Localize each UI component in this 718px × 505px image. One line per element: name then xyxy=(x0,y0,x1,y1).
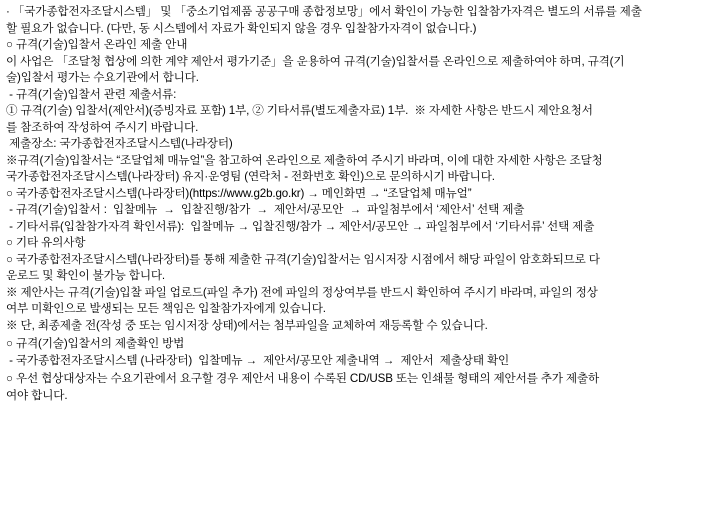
text-line: 이 사업은 「조달청 협상에 의한 계약 제안서 평가기준」을 운용하여 규격(기술)입찰서를 온라인으로 제출하여야 하며, 규격(기 xyxy=(6,54,625,68)
paragraph-block-14 xyxy=(6,318,712,335)
paragraph-block-3 xyxy=(6,54,712,87)
text-line: ○ 규격(기술)입찰서의 제출확인 방법 xyxy=(6,337,185,350)
paragraph-block-17 xyxy=(6,371,712,404)
text-line: ○ 국가종합전자조달시스템(나라장터)를 통해 제출한 규격(기술)입찰서는 임시저장 시점에서 해당 파일이 암호화되므로 다 xyxy=(6,252,600,266)
text-line: - 규격(기술)입찰서 : 입찰메뉴 → 입찰진행/참가 → 제안서/공모안 → 파일첨부에서 ‘제안서’ 선택 제출 xyxy=(6,203,525,216)
text-line: 를 참조하여 작성하여 주시기 바랍니다. xyxy=(6,120,199,134)
text-line: ※규격(기술)입찰서는 “조달업체 매뉴얼”을 참고하여 온라인으로 제출하여 주시기 바라며, 이에 대한 자세한 사항은 조달청 xyxy=(6,153,603,167)
text-line: ○ 우선 협상대상자는 수요기관에서 요구할 경우 제안서 내용이 수록된 CD/USB 또는 인쇄물 형태의 제안서를 추가 제출하 xyxy=(6,372,600,385)
text-line: 국가종합전자조달시스템(나라장터) 유지·운영팀 (연락처 - 전화번호 확인)으로 문의하시기 바랍니다. xyxy=(6,170,495,183)
text-line: 할 필요가 없습니다. (다만, 동 시스템에서 자료가 확인되지 않을 경우 입찰참가자격이 없습니다.) xyxy=(6,21,477,35)
text-line: ※ 단, 최종제출 전(작성 중 또는 임시저장 상태)에서는 첨부파일을 교체하여 재등록할 수 있습니다. xyxy=(6,318,488,332)
paragraph-block-13 xyxy=(6,285,712,318)
text-line: - 국가종합전자조달시스템 (나라장터) 입찰메뉴 → 제안서/공모안 제출내역 → 제안서 제출상태 확인 xyxy=(6,353,510,367)
paragraph-block-12 xyxy=(6,252,712,285)
paragraph-block-1 xyxy=(6,4,712,37)
text-line: · 「국가종합전자조달시스템」 및 「중소기업제품 공공구매 종합정보망」에서 확인이 가능한 입찰참가자격은 별도의 서류를 제출 xyxy=(6,5,642,18)
text-line: ○ 기타 유의사항 xyxy=(6,236,86,249)
paragraph-block-5 xyxy=(6,103,712,136)
paragraph-block-10 xyxy=(6,219,712,236)
text-line: 술)입찰서 평가는 수요기관에서 합니다. xyxy=(6,71,199,84)
paragraph-block-16 xyxy=(6,353,712,370)
paragraph-block-2 xyxy=(6,37,712,54)
text-line: 여야 합니다. xyxy=(6,388,68,402)
text-line: - 규격(기술)입찰서 관련 제출서류: xyxy=(6,87,177,101)
text-line: ○ 국가종합전자조달시스템(나라장터)(https://www.g2b.go.kr) → 메인화면 → “조달업체 매뉴얼” xyxy=(6,186,472,200)
text-line: 여부 미확인으로 발생되는 모든 책임은 입찰참가자에게 있습니다. xyxy=(6,302,326,315)
text-line: 제출장소: 국가종합전자조달시스템(나라장터) xyxy=(6,137,233,150)
text-line: - 기타서류(입찰참가자격 확인서류): 입찰메뉴 → 입찰진행/참가 → 제안서/공모안 → 파일첨부에서 ‘기타서류’ 선택 제출 xyxy=(6,219,595,233)
paragraph-block-7 xyxy=(6,153,712,186)
text-line: ○ 규격(기술)입찰서 온라인 제출 안내 xyxy=(6,38,188,51)
paragraph-block-6 xyxy=(6,136,712,153)
text-line: ① 규격(기술) 입찰서(제안서)(증빙자료 포함) 1부, ② 기타서류(별도제출자료) 1부. ※ 자세한 사항은 반드시 제안요청서 xyxy=(6,104,593,117)
paragraph-block-11 xyxy=(6,235,712,252)
text-line: 운로드 및 확인이 불가능 합니다. xyxy=(6,269,166,282)
paragraph-block-8 xyxy=(6,186,712,203)
text-line: ※ 제안사는 규격(기술)입찰 파일 업로드(파일 추가) 전에 파일의 정상여부를 반드시 확인하여 주시기 바라며, 파일의 정상 xyxy=(6,285,598,299)
paragraph-block-9 xyxy=(6,202,712,219)
paragraph-block-15 xyxy=(6,336,712,353)
paragraph-block-4 xyxy=(6,87,712,104)
